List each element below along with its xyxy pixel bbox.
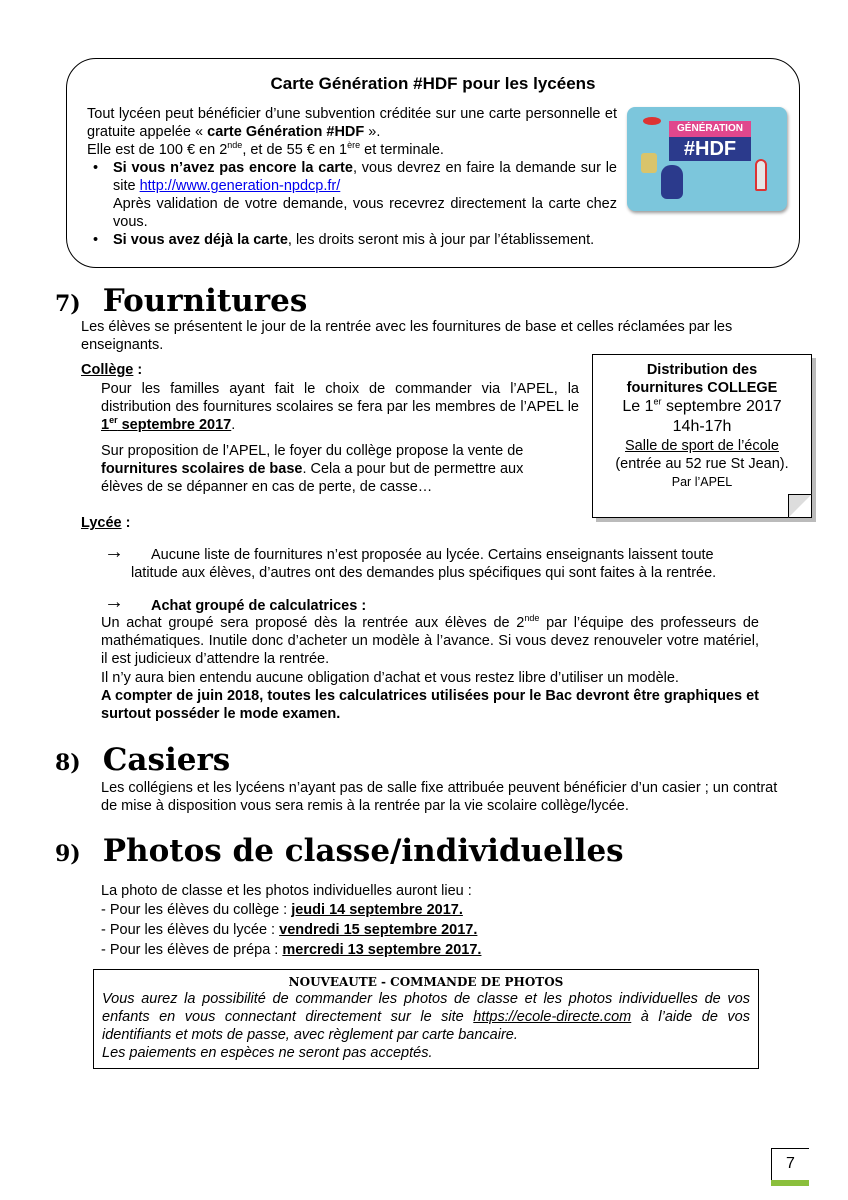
college-p2-bold: fournitures scolaires de base: [101, 461, 303, 477]
section-title: Photos de classe/individuelles: [102, 833, 624, 869]
photo-date-college: [101, 901, 463, 919]
photo-p1-a: Vous aurez la possibilité de commander les photos de classe et les photos individuelles de vos enfants en vous connectant directement sur le site: [102, 991, 750, 1025]
section-7-heading: [55, 283, 307, 319]
ufo-icon: [643, 117, 661, 125]
college-p1-text: Pour les familles ayant fait le choix de commander via l’APEL, la distribution des fournitures scolaires se fera par les membres de l’APEL le: [101, 381, 579, 415]
college-paragraph-2: [101, 442, 563, 496]
hdf-box-title: Carte Génération #HDF pour les lycéens: [270, 74, 596, 93]
lycee-label: [81, 514, 130, 532]
college-label-text: Collège: [81, 362, 134, 378]
photo-box-paragraph: [102, 990, 750, 1044]
rocket-icon: [755, 159, 767, 191]
dist-date-a: Le 1: [622, 398, 654, 415]
college-p1-date: [101, 417, 231, 433]
date-value: vendredi 15 septembre 2017.: [279, 922, 478, 938]
hdf-info-box: [66, 58, 800, 268]
date-label: - Pour les élèves de prépa :: [101, 942, 283, 958]
dist-line-5: Salle de sport de l’école: [625, 438, 779, 454]
date-label: - Pour les élèves du lycée :: [101, 922, 280, 938]
generation-hdf-card-image: [627, 107, 787, 211]
bullet-icon: •: [93, 160, 99, 176]
photo-intro: La photo de classe et les photos individuelles auront lieu :: [101, 883, 472, 899]
college-colon: :: [133, 362, 143, 378]
bullet2-text: , les droits seront mis à jour par l’établissement.: [287, 232, 595, 248]
page-number: 7: [771, 1148, 809, 1184]
hdf-intro: [87, 105, 617, 141]
section-number: 8): [55, 750, 81, 776]
distribution-note-box: [592, 354, 812, 518]
college-p1-end: .: [231, 417, 236, 433]
bullet1-bold: Si vous n’avez pas encore la carte: [113, 160, 353, 176]
section-number: 9): [55, 841, 81, 867]
calculators-title: Achat groupé de calculatrices :: [151, 598, 367, 614]
section-8-heading: [55, 742, 230, 778]
dist-date-sup: er: [653, 396, 662, 407]
calc-p1-sup: nde: [524, 613, 540, 624]
bullet1-text: , vous devrez en faire la demande sur le site: [113, 160, 617, 194]
section-title: Casiers: [102, 742, 231, 778]
dist-date-b: septembre 2017: [661, 398, 782, 415]
section-9-heading: [55, 833, 624, 869]
hdf-intro-bold: carte Génération #HDF: [207, 124, 365, 140]
hdf-intro-end: ».: [364, 124, 381, 140]
card-chip-icon: [641, 153, 657, 173]
calc-p1-b: par l’équipe des professeurs de mathématiques. Inutile donc d’acheter un modèle à l’avance. Si vous devez renouveler votre matériel, il est judicieux d’attendre la rentrée.: [101, 615, 760, 667]
bullet2-bold: Si vous avez déjà la carte: [113, 232, 288, 248]
photo-p1-b: à l’aide de vos identifiants et mots de passe, avec règlement par carte bancaire.: [102, 1009, 750, 1043]
college-p2-end: . Cela a pour but de permettre aux élèves de se dépanner en cas de perte, de casse…: [101, 461, 524, 495]
section-8-text: Les collégiens et les lycéens n’ayant pas de salle fixe attribuée peuvent bénéficier d’un casier ; un contrat de mise à disposition vous sera remis à la rentrée par la vie scolaire collège/lycée.: [101, 780, 778, 814]
calculators-no-obligation: Il n’y aura bien entendu aucune obligation d’achat et vous restez libre d’utiliser un modèle.: [101, 670, 679, 686]
hdf-box-text: [87, 105, 617, 249]
lycee-paragraph: Aucune liste de fournitures n’est proposée au lycée. Certains enseignants laissent toute latitude aux élèves, d’autres ont des demandes plus spécifiques qui sont faites à la rentrée.: [131, 547, 717, 581]
calculators-exam-mode: A compter de juin 2018, toutes les calculatrices utilisées pour le Bac devront être graphiques et surtout posséder le mode examen.: [101, 688, 759, 722]
date-label: - Pour les élèves du collège :: [101, 902, 292, 918]
card-ribbon: GÉNÉRATION: [669, 121, 751, 137]
dist-line-3: [593, 397, 811, 417]
price-text-b: , et de 55 € en 1: [242, 142, 348, 158]
price-text-a: Elle est de 100 € en 2: [87, 142, 228, 158]
date-value: jeudi 14 septembre 2017.: [291, 902, 463, 918]
dist-line-7: Par l’APEL: [671, 475, 733, 489]
lycee-label-text: Lycée: [81, 515, 122, 531]
photo-order-box: [93, 969, 759, 1069]
section-title: Fournitures: [102, 283, 308, 319]
college-label: [81, 361, 142, 379]
price-sup-2: ère: [347, 140, 361, 151]
lycee-colon: :: [121, 515, 131, 531]
hdf-bullet-1: [87, 159, 617, 231]
card-hdf-text: #HDF: [669, 137, 751, 161]
college-paragraph-1: [101, 380, 579, 434]
calculators-paragraph: [101, 614, 759, 668]
section-number: 7): [55, 291, 81, 317]
dist-line-6: (entrée au 52 rue St Jean).: [615, 456, 789, 472]
arrow-icon: →: [104, 591, 124, 613]
dist-line-2: fournitures COLLEGE: [626, 380, 778, 396]
bullet-icon: •: [93, 232, 99, 248]
date-value: mercredi 13 septembre 2017.: [282, 942, 482, 958]
bullet1-after: Après validation de votre demande, vous recevrez directement la carte chez vous.: [113, 196, 617, 230]
price-sup-1: nde: [227, 140, 243, 151]
date-rest: septembre 2017: [117, 417, 232, 433]
photo-date-prepa: [101, 941, 481, 959]
price-text-c: et terminale.: [360, 142, 444, 158]
arrow-icon: →: [104, 541, 124, 563]
photo-box-title: NOUVEAUTE - COMMANDE DE PHOTOS: [288, 975, 564, 989]
date-sup: er: [109, 415, 118, 426]
dist-line-1: Distribution des: [646, 362, 758, 378]
dist-line-4: 14h-17h: [672, 418, 732, 435]
hdf-intro-text: Tout lycéen peut bénéficier d’une subvention créditée sur une carte personnelle et gratuite appelée «: [87, 106, 617, 140]
generation-site-link[interactable]: http://www.generation-npdcp.fr/: [139, 178, 341, 194]
ecole-directe-link[interactable]: https://ecole-directe.com: [473, 1009, 632, 1025]
college-p2-text: Sur proposition de l’APEL, le foyer du collège propose la vente de: [101, 443, 524, 459]
photo-box-cash-note: Les paiements en espèces ne seront pas acceptés.: [102, 1045, 433, 1061]
date-day: 1: [101, 417, 110, 433]
photo-date-lycee: [101, 921, 477, 939]
calc-p1-a: Un achat groupé sera proposé dès la rentrée aux élèves de 2: [101, 615, 525, 631]
section-7-intro: Les élèves se présentent le jour de la rentrée avec les fournitures de base et celles réclamées par les enseignants.: [81, 319, 733, 353]
robot-icon: [661, 165, 683, 199]
page-number-accent-bar: [771, 1180, 809, 1186]
hdf-bullet-2: [87, 231, 647, 249]
hdf-price: [87, 141, 617, 159]
